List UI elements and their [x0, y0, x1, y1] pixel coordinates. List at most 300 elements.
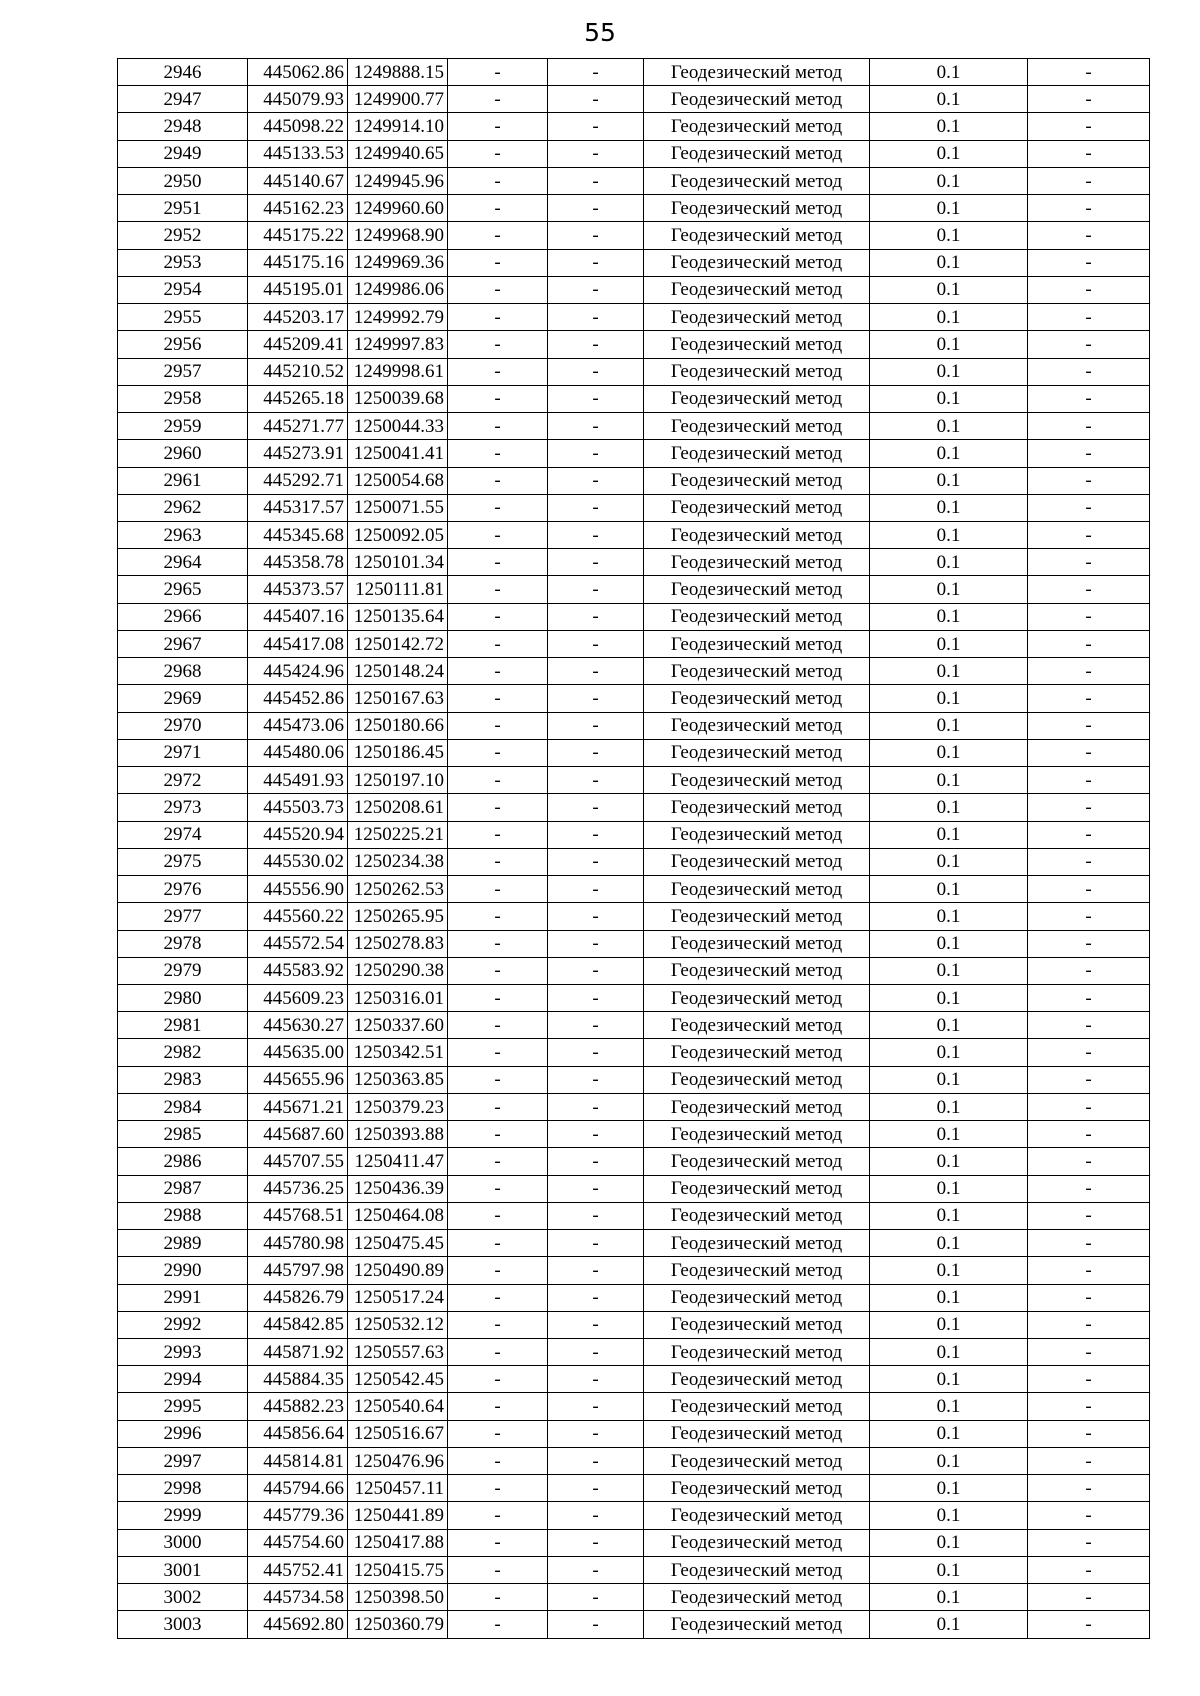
cell-col-8: - [1028, 1230, 1150, 1257]
cell-col-5: - [548, 222, 644, 249]
cell-col-8: - [1028, 86, 1150, 113]
cell-col-5: - [548, 1257, 644, 1284]
cell-accuracy: 0.1 [870, 467, 1028, 494]
cell-col-8: - [1028, 59, 1150, 86]
cell-coord-y: 1250411.47 [348, 1148, 448, 1175]
cell-coord-y: 1250517.24 [348, 1284, 448, 1311]
cell-coord-y: 1250111.81 [348, 576, 448, 603]
cell-col-8: - [1028, 167, 1150, 194]
cell-coord-y: 1250142.72 [348, 630, 448, 657]
table-row [118, 1611, 1150, 1638]
cell-method: Геодезический метод [644, 876, 870, 903]
cell-col-8: - [1028, 1556, 1150, 1583]
table-row [118, 1393, 1150, 1420]
cell-method: Геодезический метод [644, 712, 870, 739]
cell-accuracy: 0.1 [870, 794, 1028, 821]
table-row [118, 494, 1150, 521]
cell-method: Геодезический метод [644, 1447, 870, 1474]
cell-point-number: 2952 [118, 222, 248, 249]
cell-method: Геодезический метод [644, 249, 870, 276]
cell-col-4: - [448, 957, 548, 984]
table-row [118, 603, 1150, 630]
table-row [118, 1230, 1150, 1257]
cell-coord-y: 1249900.77 [348, 86, 448, 113]
cell-accuracy: 0.1 [870, 249, 1028, 276]
cell-coord-y: 1250101.34 [348, 549, 448, 576]
cell-method: Геодезический метод [644, 494, 870, 521]
cell-col-8: - [1028, 249, 1150, 276]
cell-col-4: - [448, 385, 548, 412]
cell-col-5: - [548, 1366, 644, 1393]
cell-method: Геодезический метод [644, 1475, 870, 1502]
cell-coord-y: 1250290.38 [348, 957, 448, 984]
cell-col-8: - [1028, 712, 1150, 739]
cell-point-number: 2980 [118, 984, 248, 1011]
table-row [118, 794, 1150, 821]
cell-coord-x: 445871.92 [248, 1339, 348, 1366]
cell-point-number: 2977 [118, 903, 248, 930]
cell-method: Геодезический метод [644, 549, 870, 576]
cell-coord-x: 445734.58 [248, 1584, 348, 1611]
cell-coord-y: 1249992.79 [348, 304, 448, 331]
cell-col-5: - [548, 1529, 644, 1556]
cell-col-5: - [548, 413, 644, 440]
table-row [118, 413, 1150, 440]
cell-coord-y: 1250197.10 [348, 767, 448, 794]
cell-col-5: - [548, 1202, 644, 1229]
table-row [118, 957, 1150, 984]
cell-coord-x: 445826.79 [248, 1284, 348, 1311]
cell-coord-y: 1249986.06 [348, 276, 448, 303]
cell-col-8: - [1028, 1475, 1150, 1502]
cell-col-5: - [548, 167, 644, 194]
cell-accuracy: 0.1 [870, 1093, 1028, 1120]
cell-col-4: - [448, 1257, 548, 1284]
table-row [118, 685, 1150, 712]
cell-method: Геодезический метод [644, 685, 870, 712]
cell-coord-x: 445583.92 [248, 957, 348, 984]
cell-coord-y: 1250476.96 [348, 1447, 448, 1474]
cell-accuracy: 0.1 [870, 1420, 1028, 1447]
cell-col-8: - [1028, 222, 1150, 249]
table-row [118, 1175, 1150, 1202]
cell-method: Геодезический метод [644, 1339, 870, 1366]
cell-coord-y: 1250464.08 [348, 1202, 448, 1229]
cell-coord-x: 445635.00 [248, 1039, 348, 1066]
cell-col-4: - [448, 767, 548, 794]
cell-coord-x: 445209.41 [248, 331, 348, 358]
cell-accuracy: 0.1 [870, 930, 1028, 957]
cell-coord-y: 1250135.64 [348, 603, 448, 630]
cell-col-8: - [1028, 1012, 1150, 1039]
cell-col-5: - [548, 1556, 644, 1583]
cell-coord-y: 1250225.21 [348, 821, 448, 848]
cell-method: Геодезический метод [644, 167, 870, 194]
cell-point-number: 2995 [118, 1393, 248, 1420]
cell-coord-x: 445480.06 [248, 739, 348, 766]
cell-method: Геодезический метод [644, 413, 870, 440]
cell-coord-y: 1249969.36 [348, 249, 448, 276]
cell-coord-y: 1250039.68 [348, 385, 448, 412]
cell-coord-y: 1250379.23 [348, 1093, 448, 1120]
cell-accuracy: 0.1 [870, 1284, 1028, 1311]
cell-col-5: - [548, 1393, 644, 1420]
cell-col-4: - [448, 358, 548, 385]
cell-col-8: - [1028, 957, 1150, 984]
cell-col-8: - [1028, 1311, 1150, 1338]
cell-method: Геодезический метод [644, 957, 870, 984]
cell-coord-y: 1249997.83 [348, 331, 448, 358]
cell-col-8: - [1028, 1447, 1150, 1474]
cell-col-4: - [448, 576, 548, 603]
cell-accuracy: 0.1 [870, 440, 1028, 467]
cell-col-8: - [1028, 1039, 1150, 1066]
table-row [118, 903, 1150, 930]
cell-accuracy: 0.1 [870, 1556, 1028, 1583]
cell-point-number: 2982 [118, 1039, 248, 1066]
cell-coord-y: 1249968.90 [348, 222, 448, 249]
cell-method: Геодезический метод [644, 1502, 870, 1529]
table-row [118, 1311, 1150, 1338]
cell-col-8: - [1028, 440, 1150, 467]
cell-coord-y: 1250180.66 [348, 712, 448, 739]
table-row [118, 1529, 1150, 1556]
cell-point-number: 2972 [118, 767, 248, 794]
cell-col-4: - [448, 1012, 548, 1039]
cell-accuracy: 0.1 [870, 59, 1028, 86]
cell-method: Геодезический метод [644, 1556, 870, 1583]
cell-col-4: - [448, 304, 548, 331]
cell-coord-x: 445345.68 [248, 521, 348, 548]
table-row [118, 59, 1150, 86]
cell-col-8: - [1028, 794, 1150, 821]
cell-point-number: 2993 [118, 1339, 248, 1366]
cell-coord-x: 445203.17 [248, 304, 348, 331]
cell-accuracy: 0.1 [870, 957, 1028, 984]
cell-method: Геодезический метод [644, 1012, 870, 1039]
cell-method: Геодезический метод [644, 1039, 870, 1066]
cell-point-number: 2962 [118, 494, 248, 521]
cell-coord-y: 1250054.68 [348, 467, 448, 494]
cell-col-5: - [548, 658, 644, 685]
table-row [118, 1475, 1150, 1502]
cell-coord-x: 445292.71 [248, 467, 348, 494]
cell-coord-x: 445779.36 [248, 1502, 348, 1529]
cell-col-8: - [1028, 1202, 1150, 1229]
cell-accuracy: 0.1 [870, 1039, 1028, 1066]
cell-method: Геодезический метод [644, 1121, 870, 1148]
cell-coord-y: 1250542.45 [348, 1366, 448, 1393]
cell-col-4: - [448, 984, 548, 1011]
cell-col-4: - [448, 1121, 548, 1148]
cell-method: Геодезический метод [644, 440, 870, 467]
cell-col-8: - [1028, 1393, 1150, 1420]
cell-method: Геодезический метод [644, 1148, 870, 1175]
cell-col-8: - [1028, 848, 1150, 875]
table-row [118, 1366, 1150, 1393]
cell-accuracy: 0.1 [870, 712, 1028, 739]
cell-point-number: 2986 [118, 1148, 248, 1175]
cell-coord-y: 1250316.01 [348, 984, 448, 1011]
cell-coord-x: 445175.16 [248, 249, 348, 276]
cell-col-4: - [448, 1475, 548, 1502]
cell-col-8: - [1028, 413, 1150, 440]
cell-coord-x: 445098.22 [248, 113, 348, 140]
cell-accuracy: 0.1 [870, 494, 1028, 521]
table-row [118, 1447, 1150, 1474]
cell-col-4: - [448, 249, 548, 276]
cell-point-number: 2979 [118, 957, 248, 984]
cell-point-number: 2978 [118, 930, 248, 957]
cell-col-4: - [448, 848, 548, 875]
cell-point-number: 2948 [118, 113, 248, 140]
cell-coord-x: 445062.86 [248, 59, 348, 86]
cell-col-8: - [1028, 876, 1150, 903]
cell-coord-y: 1250441.89 [348, 1502, 448, 1529]
cell-col-5: - [548, 549, 644, 576]
cell-coord-x: 445556.90 [248, 876, 348, 903]
cell-col-5: - [548, 494, 644, 521]
table-row [118, 1420, 1150, 1447]
cell-col-4: - [448, 1175, 548, 1202]
cell-coord-y: 1250516.67 [348, 1420, 448, 1447]
cell-coord-y: 1250208.61 [348, 794, 448, 821]
cell-col-8: - [1028, 930, 1150, 957]
cell-col-5: - [548, 1066, 644, 1093]
cell-accuracy: 0.1 [870, 1257, 1028, 1284]
cell-accuracy: 0.1 [870, 603, 1028, 630]
cell-point-number: 2988 [118, 1202, 248, 1229]
cell-accuracy: 0.1 [870, 658, 1028, 685]
cell-col-4: - [448, 86, 548, 113]
cell-col-8: - [1028, 1420, 1150, 1447]
cell-point-number: 2974 [118, 821, 248, 848]
cell-coord-y: 1249945.96 [348, 167, 448, 194]
cell-point-number: 2955 [118, 304, 248, 331]
cell-coord-y: 1249998.61 [348, 358, 448, 385]
cell-col-5: - [548, 1039, 644, 1066]
cell-method: Геодезический метод [644, 984, 870, 1011]
cell-accuracy: 0.1 [870, 1447, 1028, 1474]
cell-col-4: - [448, 712, 548, 739]
cell-col-5: - [548, 1447, 644, 1474]
cell-col-5: - [548, 140, 644, 167]
cell-method: Геодезический метод [644, 658, 870, 685]
cell-method: Геодезический метод [644, 930, 870, 957]
cell-coord-y: 1249940.65 [348, 140, 448, 167]
cell-col-5: - [548, 821, 644, 848]
cell-col-5: - [548, 848, 644, 875]
cell-point-number: 2975 [118, 848, 248, 875]
cell-col-8: - [1028, 1529, 1150, 1556]
cell-col-4: - [448, 903, 548, 930]
cell-method: Геодезический метод [644, 1393, 870, 1420]
cell-col-5: - [548, 113, 644, 140]
cell-coord-x: 445814.81 [248, 1447, 348, 1474]
cell-method: Геодезический метод [644, 195, 870, 222]
cell-point-number: 2960 [118, 440, 248, 467]
table-row [118, 876, 1150, 903]
cell-coord-x: 445175.22 [248, 222, 348, 249]
cell-coord-x: 445754.60 [248, 1529, 348, 1556]
cell-point-number: 2998 [118, 1475, 248, 1502]
cell-col-4: - [448, 658, 548, 685]
cell-point-number: 2981 [118, 1012, 248, 1039]
cell-col-4: - [448, 276, 548, 303]
cell-point-number: 2992 [118, 1311, 248, 1338]
cell-col-8: - [1028, 1257, 1150, 1284]
cell-col-5: - [548, 712, 644, 739]
cell-coord-y: 1250265.95 [348, 903, 448, 930]
cell-col-4: - [448, 685, 548, 712]
cell-point-number: 2999 [118, 1502, 248, 1529]
cell-point-number: 2996 [118, 1420, 248, 1447]
cell-col-5: - [548, 739, 644, 766]
cell-coord-y: 1250092.05 [348, 521, 448, 548]
cell-accuracy: 0.1 [870, 521, 1028, 548]
cell-method: Геодезический метод [644, 1366, 870, 1393]
cell-col-4: - [448, 930, 548, 957]
cell-coord-y: 1250363.85 [348, 1066, 448, 1093]
cell-col-5: - [548, 440, 644, 467]
table-row [118, 549, 1150, 576]
cell-col-4: - [448, 821, 548, 848]
cell-col-5: - [548, 794, 644, 821]
cell-col-4: - [448, 195, 548, 222]
cell-col-4: - [448, 739, 548, 766]
page-number: 55 [584, 18, 616, 47]
table-row [118, 1121, 1150, 1148]
cell-method: Геодезический метод [644, 1175, 870, 1202]
cell-point-number: 3003 [118, 1611, 248, 1638]
table-row [118, 331, 1150, 358]
cell-method: Геодезический метод [644, 1093, 870, 1120]
cell-coord-x: 445133.53 [248, 140, 348, 167]
table-row [118, 385, 1150, 412]
table-row [118, 440, 1150, 467]
table-row [118, 140, 1150, 167]
cell-col-8: - [1028, 630, 1150, 657]
cell-col-8: - [1028, 331, 1150, 358]
cell-point-number: 2989 [118, 1230, 248, 1257]
cell-col-5: - [548, 86, 644, 113]
table-row [118, 1339, 1150, 1366]
cell-method: Геодезический метод [644, 903, 870, 930]
cell-col-5: - [548, 331, 644, 358]
cell-accuracy: 0.1 [870, 1230, 1028, 1257]
cell-accuracy: 0.1 [870, 549, 1028, 576]
cell-accuracy: 0.1 [870, 358, 1028, 385]
cell-point-number: 2956 [118, 331, 248, 358]
table-row [118, 467, 1150, 494]
cell-col-5: - [548, 630, 644, 657]
cell-accuracy: 0.1 [870, 1066, 1028, 1093]
cell-accuracy: 0.1 [870, 984, 1028, 1011]
table-row [118, 930, 1150, 957]
cell-col-4: - [448, 1066, 548, 1093]
cell-col-8: - [1028, 1339, 1150, 1366]
cell-col-4: - [448, 140, 548, 167]
cell-col-5: - [548, 603, 644, 630]
cell-coord-y: 1250071.55 [348, 494, 448, 521]
cell-coord-x: 445797.98 [248, 1257, 348, 1284]
cell-coord-y: 1250417.88 [348, 1529, 448, 1556]
cell-point-number: 2997 [118, 1447, 248, 1474]
cell-method: Геодезический метод [644, 1584, 870, 1611]
cell-accuracy: 0.1 [870, 1311, 1028, 1338]
cell-col-8: - [1028, 1611, 1150, 1638]
cell-point-number: 2947 [118, 86, 248, 113]
cell-accuracy: 0.1 [870, 685, 1028, 712]
cell-col-5: - [548, 576, 644, 603]
cell-method: Геодезический метод [644, 222, 870, 249]
cell-coord-y: 1250148.24 [348, 658, 448, 685]
cell-col-5: - [548, 385, 644, 412]
cell-coord-x: 445417.08 [248, 630, 348, 657]
coordinates-table [117, 58, 1150, 1639]
cell-col-4: - [448, 1039, 548, 1066]
cell-coord-y: 1250041.41 [348, 440, 448, 467]
cell-coord-x: 445768.51 [248, 1202, 348, 1229]
table-row [118, 1502, 1150, 1529]
cell-col-8: - [1028, 658, 1150, 685]
cell-col-4: - [448, 1611, 548, 1638]
table-row [118, 821, 1150, 848]
cell-col-4: - [448, 1284, 548, 1311]
cell-col-4: - [448, 1529, 548, 1556]
table-row [118, 521, 1150, 548]
cell-method: Геодезический метод [644, 385, 870, 412]
cell-col-8: - [1028, 1584, 1150, 1611]
cell-method: Геодезический метод [644, 1311, 870, 1338]
cell-accuracy: 0.1 [870, 767, 1028, 794]
cell-accuracy: 0.1 [870, 140, 1028, 167]
cell-coord-x: 445692.80 [248, 1611, 348, 1638]
cell-col-8: - [1028, 195, 1150, 222]
cell-coord-x: 445842.85 [248, 1311, 348, 1338]
cell-coord-y: 1250490.89 [348, 1257, 448, 1284]
cell-accuracy: 0.1 [870, 1339, 1028, 1366]
cell-col-5: - [548, 1584, 644, 1611]
cell-method: Геодезический метод [644, 521, 870, 548]
cell-col-4: - [448, 1311, 548, 1338]
cell-method: Геодезический метод [644, 276, 870, 303]
cell-coord-y: 1250262.53 [348, 876, 448, 903]
cell-col-4: - [448, 59, 548, 86]
cell-point-number: 2949 [118, 140, 248, 167]
cell-method: Геодезический метод [644, 630, 870, 657]
cell-coord-y: 1250360.79 [348, 1611, 448, 1638]
cell-method: Геодезический метод [644, 1202, 870, 1229]
cell-point-number: 2954 [118, 276, 248, 303]
cell-accuracy: 0.1 [870, 739, 1028, 766]
cell-col-5: - [548, 1012, 644, 1039]
cell-method: Геодезический метод [644, 140, 870, 167]
cell-col-4: - [448, 1230, 548, 1257]
cell-point-number: 2961 [118, 467, 248, 494]
table-row [118, 658, 1150, 685]
cell-method: Геодезический метод [644, 603, 870, 630]
cell-col-4: - [448, 630, 548, 657]
cell-coord-x: 445560.22 [248, 903, 348, 930]
table-row [118, 984, 1150, 1011]
cell-accuracy: 0.1 [870, 576, 1028, 603]
cell-coord-y: 1250436.39 [348, 1175, 448, 1202]
cell-col-8: - [1028, 739, 1150, 766]
cell-col-5: - [548, 1420, 644, 1447]
cell-method: Геодезический метод [644, 767, 870, 794]
cell-col-5: - [548, 304, 644, 331]
